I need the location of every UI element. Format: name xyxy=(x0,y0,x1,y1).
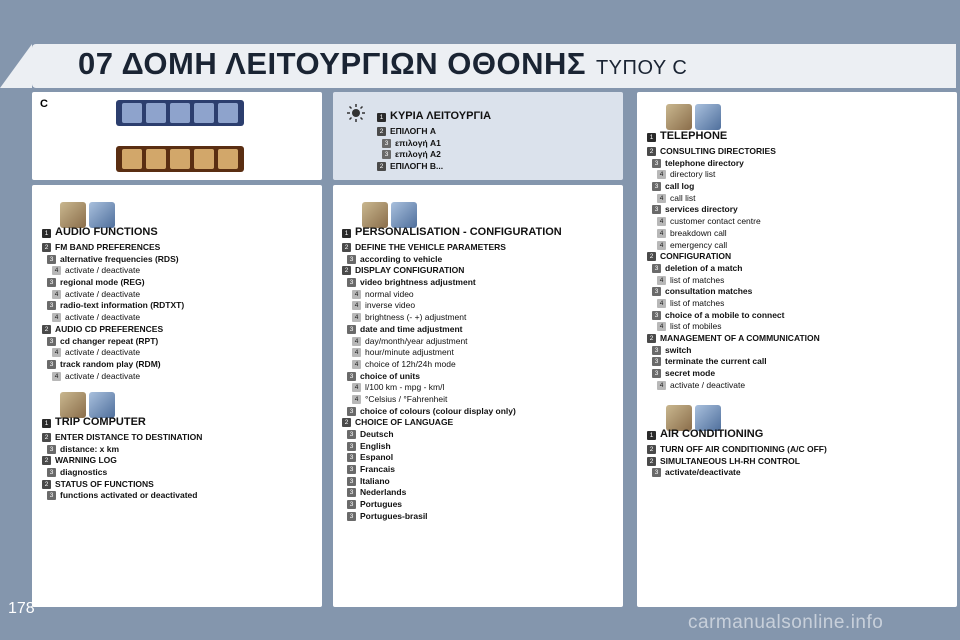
menu-item-label: επιλογή A2 xyxy=(395,149,441,160)
level-badge: 3 xyxy=(347,477,356,486)
level-badge: 4 xyxy=(352,360,361,369)
level-badge: 2 xyxy=(42,243,51,252)
level-badge: 4 xyxy=(352,337,361,346)
display-icon xyxy=(194,103,214,123)
menu-item-label: secret mode xyxy=(665,368,716,379)
level-badge: 2 xyxy=(42,325,51,334)
level-badge: 2 xyxy=(42,433,51,442)
level-badge: 4 xyxy=(657,170,666,179)
level-badge: 3 xyxy=(652,311,661,320)
menu-item-label: customer contact centre xyxy=(670,216,761,227)
menu-item-label: ΕΠΙΛΟΓΗ B... xyxy=(390,161,444,172)
display-icon xyxy=(218,103,238,123)
page-title xyxy=(78,46,687,82)
menu-item-label: choice of a mobile to connect xyxy=(665,309,785,320)
menu-item-label: breakdown call xyxy=(670,227,727,238)
level-badge: 1 xyxy=(342,229,351,238)
level-badge: 4 xyxy=(52,290,61,299)
menu-item-label: services directory xyxy=(665,204,738,215)
menu-item-label: emergency call xyxy=(670,239,728,250)
level-badge: 4 xyxy=(657,381,666,390)
menu-item-label: ΚΥΡΙΑ ΛΕΙΤΟΥΡΓΙΑ xyxy=(390,110,492,122)
level-badge: 3 xyxy=(47,360,56,369)
menu-item-label: deletion of a match xyxy=(665,262,743,273)
level-badge: 3 xyxy=(347,500,356,509)
level-badge: 3 xyxy=(347,465,356,474)
menu-item-label: inverse video xyxy=(365,300,416,311)
level-badge: 4 xyxy=(657,241,666,250)
level-badge: 1 xyxy=(647,133,656,142)
level-badge: 2 xyxy=(647,457,656,466)
display-icon xyxy=(146,149,166,169)
level-badge: 3 xyxy=(347,255,356,264)
display-icon xyxy=(170,149,190,169)
level-badge: 4 xyxy=(52,313,61,322)
menu-item-label: video brightness adjustment xyxy=(360,277,476,288)
level-badge: 3 xyxy=(652,205,661,214)
level-badge: 3 xyxy=(652,264,661,273)
level-badge: 3 xyxy=(47,301,56,310)
menu-item-label: directory list xyxy=(670,169,716,180)
level-badge: 4 xyxy=(352,383,361,392)
title-main: 07 ΔΟΜΗ ΛΕΙΤΟΥΡΓΙΩΝ ΟΘΟΝΗΣ xyxy=(78,46,586,81)
menu-item-label: list of matches xyxy=(670,297,725,308)
level-badge: 2 xyxy=(647,252,656,261)
level-badge: 2 xyxy=(647,334,656,343)
menu-item-label: activate / deactivate xyxy=(65,312,141,323)
menu-item-label: distance: x km xyxy=(60,443,120,454)
mobile-icon xyxy=(695,104,721,130)
level-badge: 3 xyxy=(347,430,356,439)
menu-item-label: call list xyxy=(670,192,696,203)
menu-item-label: track random play (RDM) xyxy=(60,358,161,369)
menu-item-label: switch xyxy=(665,344,692,355)
menu-item-label: brightness (- +) adjustment xyxy=(365,312,467,323)
menu-item-label: AUDIO CD PREFERENCES xyxy=(55,323,164,334)
menu-item-label: AIR CONDITIONING xyxy=(660,428,764,440)
menu-item-label: according to vehicle xyxy=(360,253,443,264)
level-badge: 3 xyxy=(47,491,56,500)
menu-item-label: choice of colours (colour display only) xyxy=(360,405,516,416)
menu-item-label: Espanol xyxy=(360,452,394,463)
display-icon xyxy=(218,149,238,169)
menu-item-label: activate / deactivate xyxy=(65,370,141,381)
menu-item-label: επιλογή A1 xyxy=(395,137,441,148)
config-icon xyxy=(391,202,417,228)
menu-item-label: list of matches xyxy=(670,274,725,285)
level-badge: 4 xyxy=(352,301,361,310)
level-badge: 2 xyxy=(342,243,351,252)
menu-item-label: functions activated or deactivated xyxy=(60,490,198,501)
menu-item-label: SIMULTANEOUS LH-RH CONTROL xyxy=(660,455,800,466)
menu-item-label: FM BAND PREFERENCES xyxy=(55,242,161,252)
menu-item-label: DISPLAY CONFIGURATION xyxy=(355,265,465,276)
menu-item-label: telephone directory xyxy=(665,157,744,168)
level-badge: 2 xyxy=(377,127,386,136)
level-badge: 4 xyxy=(657,299,666,308)
level-badge: 3 xyxy=(47,337,56,346)
level-badge: 3 xyxy=(347,488,356,497)
level-badge: 2 xyxy=(647,147,656,156)
display-icon xyxy=(194,149,214,169)
menu-item-label: choice of 12h/24h mode xyxy=(365,358,456,369)
menu-item-label: CONSULTING DIRECTORIES xyxy=(660,146,776,156)
level-badge: 4 xyxy=(352,313,361,322)
level-badge: 3 xyxy=(652,346,661,355)
menu-item-label: activate / deactivate xyxy=(65,347,141,358)
menu-item-label: normal video xyxy=(365,288,414,299)
trip-computer-icon xyxy=(60,392,86,418)
level-badge: 3 xyxy=(652,159,661,168)
level-badge: 3 xyxy=(652,357,661,366)
level-badge: 4 xyxy=(657,276,666,285)
watermark: carmanualsonline.info xyxy=(688,612,884,633)
phone-icon xyxy=(666,104,692,130)
level-badge: 4 xyxy=(352,290,361,299)
menu-item-label: activate/deactivate xyxy=(665,467,741,478)
level-badge: 4 xyxy=(52,372,61,381)
level-badge: 3 xyxy=(47,445,56,454)
level-badge: 3 xyxy=(347,512,356,521)
menu-item-label: CHOICE OF LANGUAGE xyxy=(355,417,454,428)
display-strip-colour xyxy=(116,146,244,172)
title-bar xyxy=(32,44,956,88)
menu-item-label: Nederlands xyxy=(360,487,407,498)
menu-item-label: CONFIGURATION xyxy=(660,251,732,262)
menu-item-label: diagnostics xyxy=(60,467,108,478)
level-badge: 3 xyxy=(347,278,356,287)
menu-item-label: °Celsius / °Fahrenheit xyxy=(365,393,448,404)
menu-item-label: Portugues xyxy=(360,499,403,510)
level-badge: 4 xyxy=(352,348,361,357)
level-badge: 4 xyxy=(657,229,666,238)
menu-item-label: Italiano xyxy=(360,475,390,486)
level-badge: 3 xyxy=(652,287,661,296)
menu-item-label: call log xyxy=(665,181,695,192)
menu-item-label: radio-text information (RDTXT) xyxy=(60,300,185,311)
level-badge: 2 xyxy=(647,445,656,454)
menu-item-label: TELEPHONE xyxy=(660,130,728,142)
menu-item-label: ENTER DISTANCE TO DESTINATION xyxy=(55,432,203,442)
level-badge: 3 xyxy=(47,468,56,477)
menu-item-label: Deutsch xyxy=(360,429,394,439)
title-sub: ΤΥΠΟΥ C xyxy=(595,57,688,79)
settings-icon xyxy=(362,202,388,228)
level-badge: 3 xyxy=(347,442,356,451)
level-badge: 2 xyxy=(342,418,351,427)
menu-item-label: terminate the current call xyxy=(665,356,767,367)
level-badge: 1 xyxy=(42,419,51,428)
audio-icons xyxy=(60,202,115,228)
level-badge: 4 xyxy=(52,348,61,357)
page-number: 178 xyxy=(8,600,35,617)
menu-item-label: activate / deactivate xyxy=(670,379,746,390)
display-icon xyxy=(170,103,190,123)
level-badge: 2 xyxy=(42,456,51,465)
level-badge: 3 xyxy=(47,255,56,264)
level-badge: 3 xyxy=(347,453,356,462)
level-badge: 2 xyxy=(42,480,51,489)
level-badge: 3 xyxy=(652,182,661,191)
menu-item-label: English xyxy=(360,440,391,451)
menu-item-label: TURN OFF AIR CONDITIONING (A/C OFF) xyxy=(660,444,827,454)
level-badge: 3 xyxy=(347,325,356,334)
display-icon xyxy=(122,103,142,123)
telephone-icons xyxy=(666,104,721,130)
level-badge: 3 xyxy=(347,372,356,381)
menu-item-label: STATUS OF FUNCTIONS xyxy=(55,478,154,489)
menu-item-label: ΕΠΙΛΟΓΗ A xyxy=(390,126,436,136)
menu-item-label: activate / deactivate xyxy=(65,288,141,299)
menu-item-label: Portugues-brasil xyxy=(360,510,428,521)
menu-item-label: hour/minute adjustment xyxy=(365,347,454,358)
trip-icons xyxy=(60,392,115,418)
level-badge: 4 xyxy=(657,322,666,331)
menu-item-label: date and time adjustment xyxy=(360,323,463,334)
menu-item-label: DEFINE THE VEHICLE PARAMETERS xyxy=(355,242,506,252)
menu-item-label: day/month/year adjustment xyxy=(365,335,468,346)
level-badge: 3 xyxy=(382,150,391,159)
level-badge: 2 xyxy=(342,266,351,275)
level-badge: 4 xyxy=(352,395,361,404)
level-badge: 3 xyxy=(347,407,356,416)
level-badge: 3 xyxy=(652,468,661,477)
menu-item-label: PERSONALISATION - CONFIGURATION xyxy=(355,226,562,238)
level-badge: 3 xyxy=(47,278,56,287)
menu-item-label: regional mode (REG) xyxy=(60,277,145,288)
menu-item-label: alternative frequencies (RDS) xyxy=(60,253,179,264)
menu-item-label: activate / deactivate xyxy=(65,265,141,276)
display-icon xyxy=(146,103,166,123)
level-badge: 2 xyxy=(377,162,386,171)
level-badge: 1 xyxy=(42,229,51,238)
level-badge: 3 xyxy=(652,369,661,378)
display-type-label: C xyxy=(40,98,48,110)
display-strip-monochrome xyxy=(116,100,244,126)
personal-icons xyxy=(362,202,417,228)
radio-icon xyxy=(89,202,115,228)
level-badge: 1 xyxy=(647,431,656,440)
menu-item-label: list of mobiles xyxy=(670,321,722,332)
menu-item-label: l/100 km - mpg - km/l xyxy=(365,382,445,393)
menu-item-label: WARNING LOG xyxy=(55,455,117,466)
level-badge: 3 xyxy=(382,139,391,148)
brightness-icon xyxy=(346,103,366,123)
menu-item-label: TRIP COMPUTER xyxy=(55,416,146,428)
level-badge: 4 xyxy=(657,194,666,203)
display-icon xyxy=(122,149,142,169)
fuel-icon xyxy=(89,392,115,418)
level-badge: 4 xyxy=(657,217,666,226)
menu-item-label: consultation matches xyxy=(665,286,753,297)
menu-item-label: choice of units xyxy=(360,370,420,381)
menu-item-label: MANAGEMENT OF A COMMUNICATION xyxy=(660,333,820,343)
menu-item-label: cd changer repeat (RPT) xyxy=(60,335,159,346)
level-badge: 4 xyxy=(52,266,61,275)
menu-item-label: Francais xyxy=(360,464,395,475)
level-badge: 1 xyxy=(377,113,386,122)
audio-icon xyxy=(60,202,86,228)
menu-item-label: AUDIO FUNCTIONS xyxy=(55,226,158,238)
